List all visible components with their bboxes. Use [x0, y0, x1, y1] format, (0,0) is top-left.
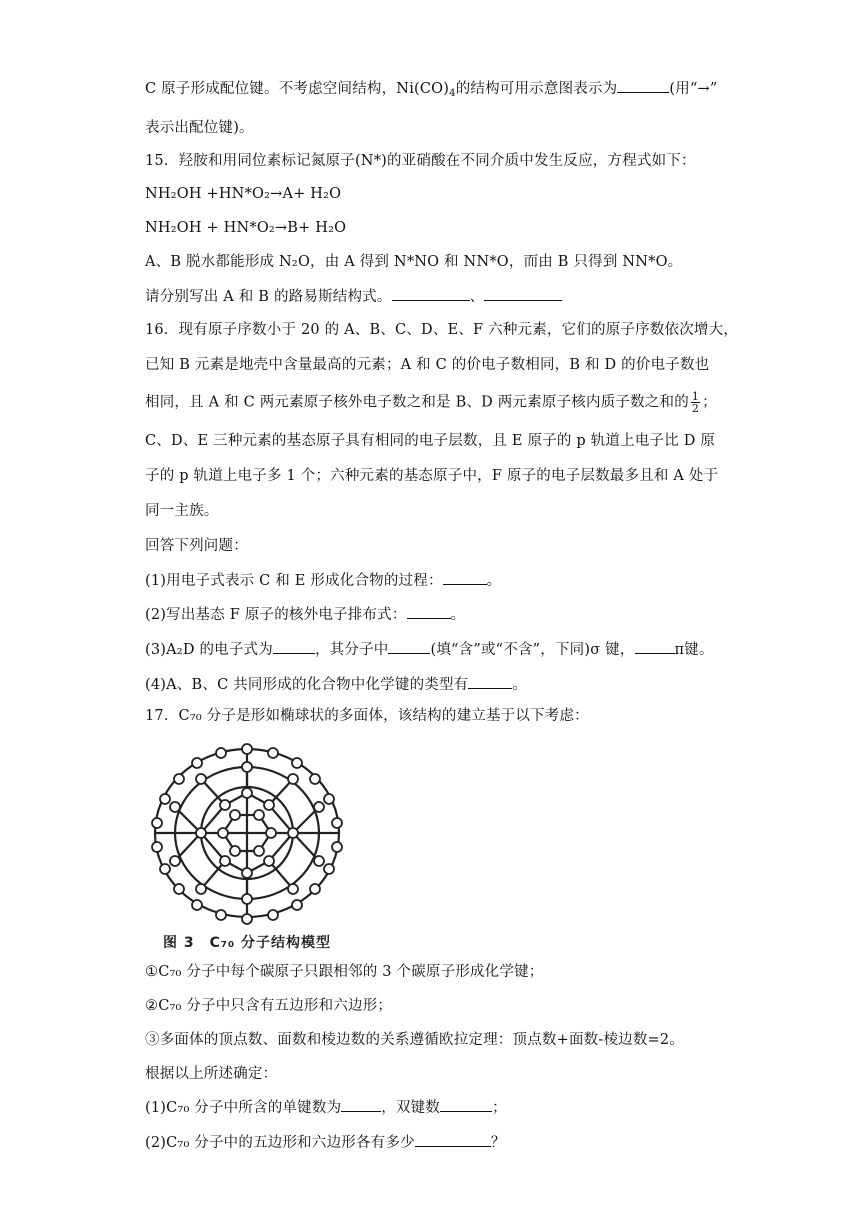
text-line: ②C₇₀ 分子中只含有五边形和六边形；	[145, 998, 393, 1014]
text-line: A、B 脱水都能形成 N₂O，由 A 得到 N*NO 和 NN*O，而由 B 只得到 NN*O。	[145, 254, 683, 270]
c70-molecule-icon	[145, 743, 355, 953]
text: ，双键数	[381, 1100, 441, 1116]
answer-blank[interactable]	[341, 1097, 381, 1112]
text: (1)C₇₀ 分子中所含的单键数为	[145, 1100, 342, 1116]
sub-question	[145, 639, 714, 660]
text-line: 回答下列问题：	[145, 538, 248, 554]
text: (1)用电子式表示 C 和 E 形成化合物的过程：	[145, 573, 443, 589]
text: 。	[486, 573, 502, 589]
text: (3)A₂D 的电子式为	[145, 642, 273, 658]
text-line	[145, 78, 718, 99]
text: (4)A、B、C 共同形成的化合物中化学键的类型有	[145, 677, 469, 693]
answer-blank[interactable]	[407, 604, 451, 619]
text: (2)C₇₀ 分子中的五边形和六边形各有多少	[145, 1135, 415, 1151]
text-line	[145, 391, 717, 414]
text-line: 表示出配位键)。	[145, 120, 254, 136]
answer-blank[interactable]	[468, 674, 512, 689]
sub-question	[145, 1097, 507, 1118]
answer-blank[interactable]	[443, 570, 487, 585]
text: ？	[490, 1135, 506, 1151]
figure-caption: 图 3 C₇₀ 分子结构模型	[163, 935, 332, 951]
equation-1: NH₂OH +HN*O₂→A+ H₂O	[145, 186, 342, 202]
text: (填“含”或“不含”，下同)σ 键，	[430, 642, 635, 658]
text: 。	[450, 607, 466, 623]
fraction	[691, 391, 700, 414]
answer-blank[interactable]	[415, 1132, 491, 1147]
text: (2)写出基态 F 原子的核外电子排布式：	[145, 607, 407, 623]
text-line: 根据以上所述确定：	[145, 1066, 278, 1082]
text-line: 子的 p 轨道上电子多 1 个；六种元素的基态原子中，F 原子的电子层数最多且和 A 处于	[145, 468, 719, 484]
text: 请分别写出 A 和 B 的路易斯结构式。	[145, 289, 392, 305]
fraction-denominator: 2	[691, 402, 700, 415]
subscript: 4	[449, 88, 456, 99]
equation-2: NH₂OH + HN*O₂→B+ H₂O	[145, 220, 347, 236]
text: C 原子形成配位键。不考虑空间结构，Ni(CO)	[145, 81, 450, 97]
text: 的结构可用示意图表示为	[455, 81, 618, 97]
question-15: 15．羟胺和用同位素标记氮原子(N*)的亚硝酸在不同介质中发生反应，方程式如下：	[145, 153, 696, 169]
text: ；	[492, 1100, 507, 1116]
answer-blank[interactable]	[440, 1097, 492, 1112]
text-line: 已知 B 元素是地壳中含量最高的元素；A 和 C 的价电子数相同，B 和 D 的价电子数也	[145, 357, 710, 373]
question-17: 17．C₇₀ 分子是形如椭球状的多面体，该结构的建立基于以下考虑：	[145, 708, 589, 724]
sub-question	[145, 604, 465, 625]
answer-blank[interactable]	[392, 286, 470, 301]
text-line: ①C₇₀ 分子中每个碳原子只跟相邻的 3 个碳原子形成化学键；	[145, 964, 544, 980]
text: 、	[469, 289, 485, 305]
sub-question	[145, 570, 501, 591]
answer-blank[interactable]	[273, 639, 315, 654]
text: ，其分子中	[314, 642, 389, 658]
text-line: 同一主族。	[145, 503, 219, 519]
question-16: 16．现有原子序数小于 20 的 A、B、C、D、E、F 六种元素，它们的原子序数依次增大，	[145, 322, 739, 338]
sub-question	[145, 1132, 505, 1153]
text-line: C、D、E 三种元素的基态原子具有相同的电子层数，且 E 原子的 p 轨道上电子比 D 原	[145, 433, 716, 449]
answer-blank[interactable]	[484, 286, 562, 301]
fraction-numerator: 1	[691, 390, 700, 403]
text: (用“→”	[669, 81, 718, 97]
text: π键。	[674, 642, 714, 658]
answer-blank[interactable]	[388, 639, 430, 654]
sub-question	[145, 674, 527, 695]
text-line: ③多面体的顶点数、面数和棱边数的关系遵循欧拉定理：顶点数+面数-棱边数=2。	[145, 1032, 685, 1048]
text: ；	[702, 394, 717, 411]
text: 。	[512, 677, 528, 693]
answer-blank[interactable]	[617, 78, 669, 93]
answer-blank[interactable]	[635, 639, 675, 654]
text-line	[145, 286, 562, 307]
text: 相同，且 A 和 C 两元素原子核外电子数之和是 B、D 两元素原子核内质子数之和的	[145, 394, 689, 411]
